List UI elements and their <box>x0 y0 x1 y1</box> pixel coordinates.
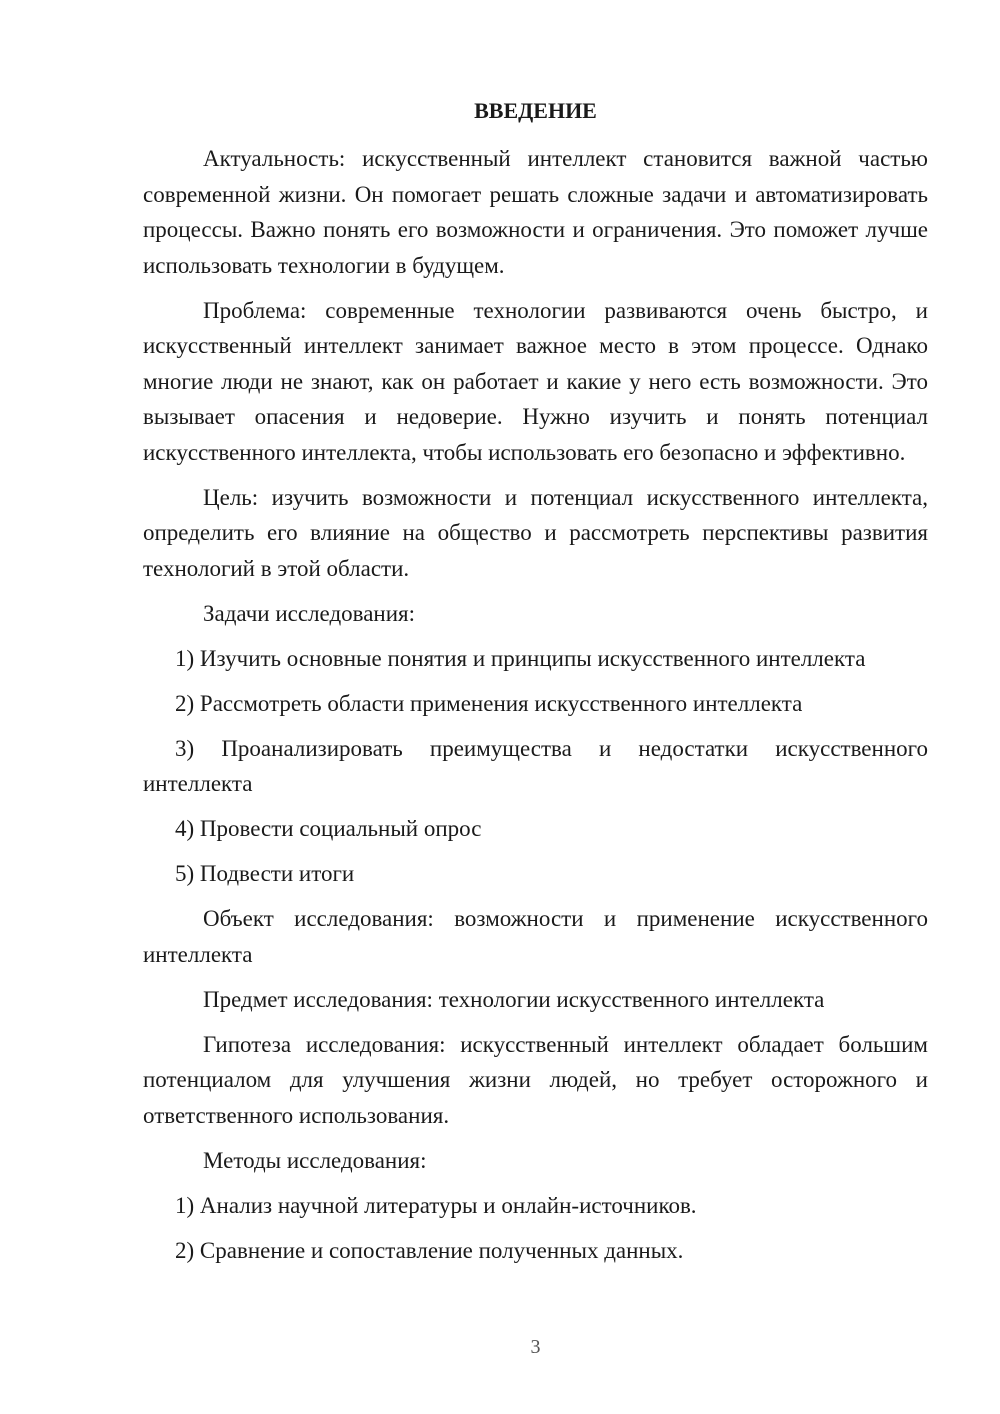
methods-heading: Методы исследования: <box>203 1147 427 1173</box>
page-title: ВВЕДЕНИЕ <box>474 98 597 123</box>
methods-list <box>143 1188 928 1269</box>
list-item: 1) Изучить основные понятия и принципы искусственного интеллекта <box>175 645 866 671</box>
list-item: 1) Анализ научной литературы и онлайн-источников. <box>175 1192 697 1218</box>
relevance-paragraph: Актуальность: искусственный интеллект становится важной частью современной жизни. Он помогает решать сложные задачи и автоматизировать процессы. Важно понять его возможности и ограничения. Это поможет лучше использовать технологии в будущем. <box>143 146 928 278</box>
object-paragraph: Объект исследования: возможности и применение искусственного интеллекта <box>143 906 928 967</box>
goal-paragraph: Цель: изучить возможности и потенциал искусственного интеллекта, определить его влияние на общество и рассмотреть перспективы развития технологий в этой области. <box>143 484 928 581</box>
hypothesis-paragraph: Гипотеза исследования: искусственный интеллект обладает большим потенциалом для улучшения жизни людей, но требует осторожного и ответственного использования. <box>143 1031 928 1128</box>
list-item: 2) Рассмотреть области применения искусственного интеллекта <box>175 690 803 716</box>
tasks-heading: Задачи исследования: <box>203 600 416 626</box>
list-item: 4) Провести социальный опрос <box>175 816 482 841</box>
document-body <box>143 141 928 1278</box>
subject-paragraph: Предмет исследования: технологии искусственного интеллекта <box>203 986 825 1012</box>
list-item: 2) Сравнение и сопоставление полученных данных. <box>175 1237 684 1263</box>
list-item: 3) Проанализировать преимущества и недостатки искусственного интеллекта <box>143 735 928 796</box>
list-item: 5) Подвести итоги <box>175 861 355 886</box>
document-page <box>143 0 928 1414</box>
problem-paragraph: Проблема: современные технологии развиваются очень быстро, и искусственный интеллект занимает важное место в этом процессе. Однако многие люди не знают, как он работает и какие у него есть возможности. Это вызывает опасения и недоверие. Нужно изучить и понять потенциал искусственного интеллекта, чтобы использовать его безопасно и эффективно. <box>143 297 928 465</box>
tasks-list <box>143 641 928 892</box>
page-number: 3 <box>530 1336 541 1358</box>
